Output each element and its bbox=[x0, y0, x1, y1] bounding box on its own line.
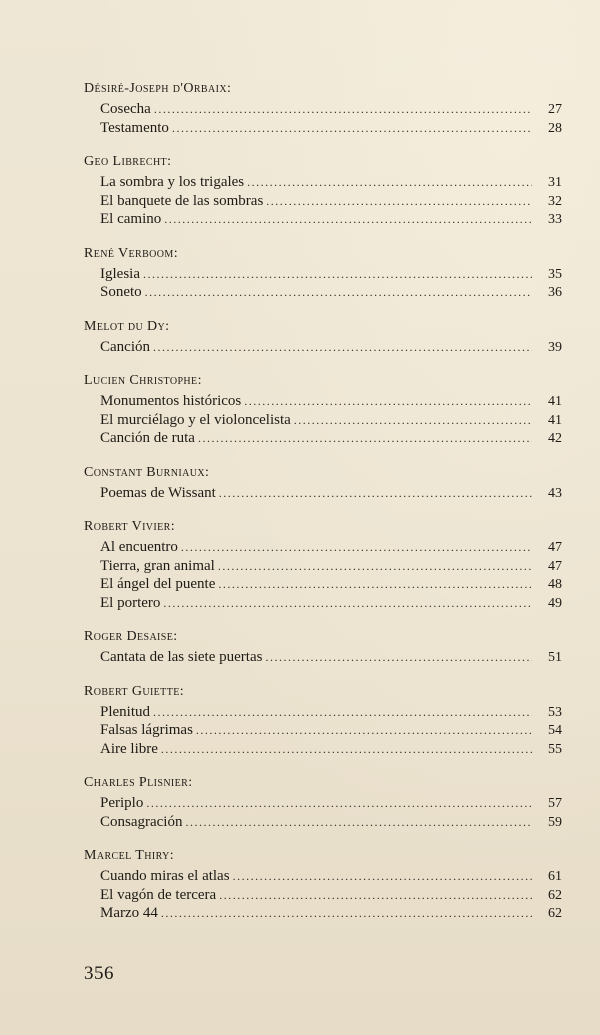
dot-leader bbox=[219, 886, 532, 905]
entry-page-number: 61 bbox=[548, 869, 562, 884]
entry-page-number: 27 bbox=[548, 102, 562, 117]
author-heading: Robert Vivier: bbox=[84, 519, 176, 534]
toc-section bbox=[84, 681, 562, 759]
toc-entry bbox=[100, 575, 562, 594]
author-heading: Lucien Christophe: bbox=[84, 373, 202, 388]
toc-section bbox=[84, 78, 562, 137]
toc-section bbox=[84, 626, 562, 667]
toc-entry bbox=[100, 429, 562, 448]
dot-leader bbox=[247, 173, 532, 192]
entry-title: Periplo bbox=[100, 795, 144, 811]
entry-page-number: 62 bbox=[548, 887, 562, 903]
entry-list bbox=[84, 538, 562, 612]
author-heading: Geo Librecht: bbox=[84, 154, 172, 169]
entry-list bbox=[84, 703, 562, 759]
dot-leader bbox=[161, 740, 532, 759]
entry-title: Cuando miras el atlas bbox=[100, 868, 230, 884]
toc-entry bbox=[100, 721, 562, 740]
dot-leader bbox=[161, 904, 532, 923]
dot-leader bbox=[153, 703, 532, 722]
entry-page-number: 62 bbox=[548, 906, 562, 921]
entry-list bbox=[84, 338, 562, 357]
dot-leader bbox=[185, 813, 532, 832]
toc-entry bbox=[100, 740, 562, 759]
author-heading: Désiré-Joseph d'Orbaix: bbox=[84, 81, 232, 96]
entry-title: El murciélago y el violoncelista bbox=[100, 411, 291, 428]
dot-leader bbox=[143, 265, 532, 284]
author-heading: René Verboom: bbox=[84, 245, 179, 261]
toc-entry bbox=[100, 411, 562, 430]
entry-list bbox=[84, 265, 562, 302]
toc-entry bbox=[100, 538, 562, 557]
entry-list bbox=[84, 867, 562, 923]
entry-list bbox=[84, 100, 562, 137]
dot-leader bbox=[163, 594, 532, 613]
toc-entry bbox=[100, 648, 562, 667]
dot-leader bbox=[181, 538, 532, 557]
toc-section bbox=[84, 151, 562, 229]
toc-section bbox=[84, 316, 562, 357]
dot-leader bbox=[154, 100, 532, 119]
entry-title: Soneto bbox=[100, 284, 142, 300]
entry-title: Consagración bbox=[100, 813, 183, 830]
entry-list bbox=[84, 794, 562, 831]
author-heading: Charles Plisnier: bbox=[84, 775, 193, 790]
entry-title: Falsas lágrimas bbox=[100, 722, 193, 738]
entry-list bbox=[84, 484, 562, 503]
toc-entry bbox=[100, 100, 562, 119]
toc-entry bbox=[100, 794, 562, 813]
entry-page-number: 48 bbox=[548, 577, 562, 592]
toc-entry bbox=[100, 265, 562, 284]
toc-section bbox=[84, 462, 562, 503]
entry-title: Testamento bbox=[100, 119, 169, 136]
author-heading: Constant Burniaux: bbox=[84, 464, 210, 480]
entry-page-number: 39 bbox=[548, 339, 562, 355]
author-heading: Melot du Dy: bbox=[84, 318, 170, 334]
entry-title: El vagón de tercera bbox=[100, 886, 217, 903]
entry-page-number: 33 bbox=[548, 212, 562, 227]
toc-entry bbox=[100, 283, 562, 302]
entry-title: Plenitud bbox=[100, 703, 151, 720]
author-heading: Marcel Thiry: bbox=[84, 848, 175, 863]
entry-page-number: 32 bbox=[548, 193, 562, 209]
entry-title: El ángel del puente bbox=[100, 576, 216, 592]
entry-page-number: 41 bbox=[548, 412, 562, 428]
entry-page-number: 57 bbox=[548, 796, 562, 811]
entry-page-number: 49 bbox=[548, 595, 562, 611]
page-number: 356 bbox=[84, 963, 114, 984]
entry-title: Canción bbox=[100, 338, 150, 355]
toc-entry bbox=[100, 813, 562, 832]
entry-title: El banquete de las sombras bbox=[100, 192, 264, 209]
toc-entry bbox=[100, 338, 562, 357]
entry-page-number: 47 bbox=[548, 540, 562, 555]
dot-leader bbox=[196, 721, 532, 740]
dot-leader bbox=[172, 119, 532, 138]
dot-leader bbox=[164, 210, 532, 229]
toc-section bbox=[84, 845, 562, 923]
entry-page-number: 59 bbox=[548, 814, 562, 830]
dot-leader bbox=[146, 794, 532, 813]
entry-list bbox=[84, 648, 562, 667]
entry-title: Cantata de las siete puertas bbox=[100, 649, 263, 665]
dot-leader bbox=[265, 648, 532, 667]
toc-section bbox=[84, 243, 562, 302]
entry-title: Monumentos históricos bbox=[100, 393, 242, 409]
entry-page-number: 28 bbox=[548, 120, 562, 136]
entry-page-number: 42 bbox=[548, 431, 562, 446]
entry-title: Aire libre bbox=[100, 740, 158, 757]
dot-leader bbox=[294, 411, 532, 430]
entry-list bbox=[84, 173, 562, 229]
table-of-contents bbox=[84, 78, 562, 937]
toc-entry bbox=[100, 594, 562, 613]
toc-entry bbox=[100, 867, 562, 886]
toc-entry bbox=[100, 192, 562, 211]
dot-leader bbox=[218, 557, 532, 576]
toc-entry bbox=[100, 119, 562, 138]
dot-leader bbox=[233, 867, 532, 886]
entry-title: Marzo 44 bbox=[100, 905, 158, 921]
author-heading: Robert Guiette: bbox=[84, 683, 185, 699]
toc-entry bbox=[100, 904, 562, 923]
dot-leader bbox=[266, 192, 532, 211]
dot-leader bbox=[218, 575, 532, 594]
toc-entry bbox=[100, 210, 562, 229]
entry-title: La sombra y los trigales bbox=[100, 174, 245, 190]
author-heading: Roger Desaise: bbox=[84, 629, 178, 644]
dot-leader bbox=[153, 338, 532, 357]
entry-page-number: 54 bbox=[548, 723, 562, 738]
entry-page-number: 53 bbox=[548, 704, 562, 720]
dot-leader bbox=[145, 283, 532, 302]
dot-leader bbox=[198, 429, 532, 448]
entry-title: Poemas de Wissant bbox=[100, 484, 216, 501]
toc-entry bbox=[100, 703, 562, 722]
entry-list bbox=[84, 392, 562, 448]
toc-section bbox=[84, 772, 562, 831]
entry-page-number: 41 bbox=[548, 394, 562, 409]
entry-page-number: 36 bbox=[548, 285, 562, 300]
entry-page-number: 47 bbox=[548, 558, 562, 574]
toc-section bbox=[84, 516, 562, 612]
entry-title: Al encuentro bbox=[100, 539, 178, 555]
entry-title: Cosecha bbox=[100, 101, 151, 117]
toc-entry bbox=[100, 557, 562, 576]
entry-title: Canción de ruta bbox=[100, 430, 195, 446]
toc-entry bbox=[100, 392, 562, 411]
entry-page-number: 35 bbox=[548, 266, 562, 282]
entry-title: Tierra, gran animal bbox=[100, 557, 215, 574]
toc-entry bbox=[100, 886, 562, 905]
dot-leader bbox=[219, 484, 532, 503]
entry-page-number: 51 bbox=[548, 650, 562, 665]
toc-entry bbox=[100, 173, 562, 192]
toc-entry bbox=[100, 484, 562, 503]
entry-page-number: 31 bbox=[548, 175, 562, 190]
toc-section bbox=[84, 370, 562, 448]
entry-page-number: 43 bbox=[548, 485, 562, 501]
entry-title: Iglesia bbox=[100, 265, 140, 282]
dot-leader bbox=[244, 392, 532, 411]
entry-title: El camino bbox=[100, 211, 162, 227]
entry-title: El portero bbox=[100, 594, 161, 611]
entry-page-number: 55 bbox=[548, 741, 562, 757]
